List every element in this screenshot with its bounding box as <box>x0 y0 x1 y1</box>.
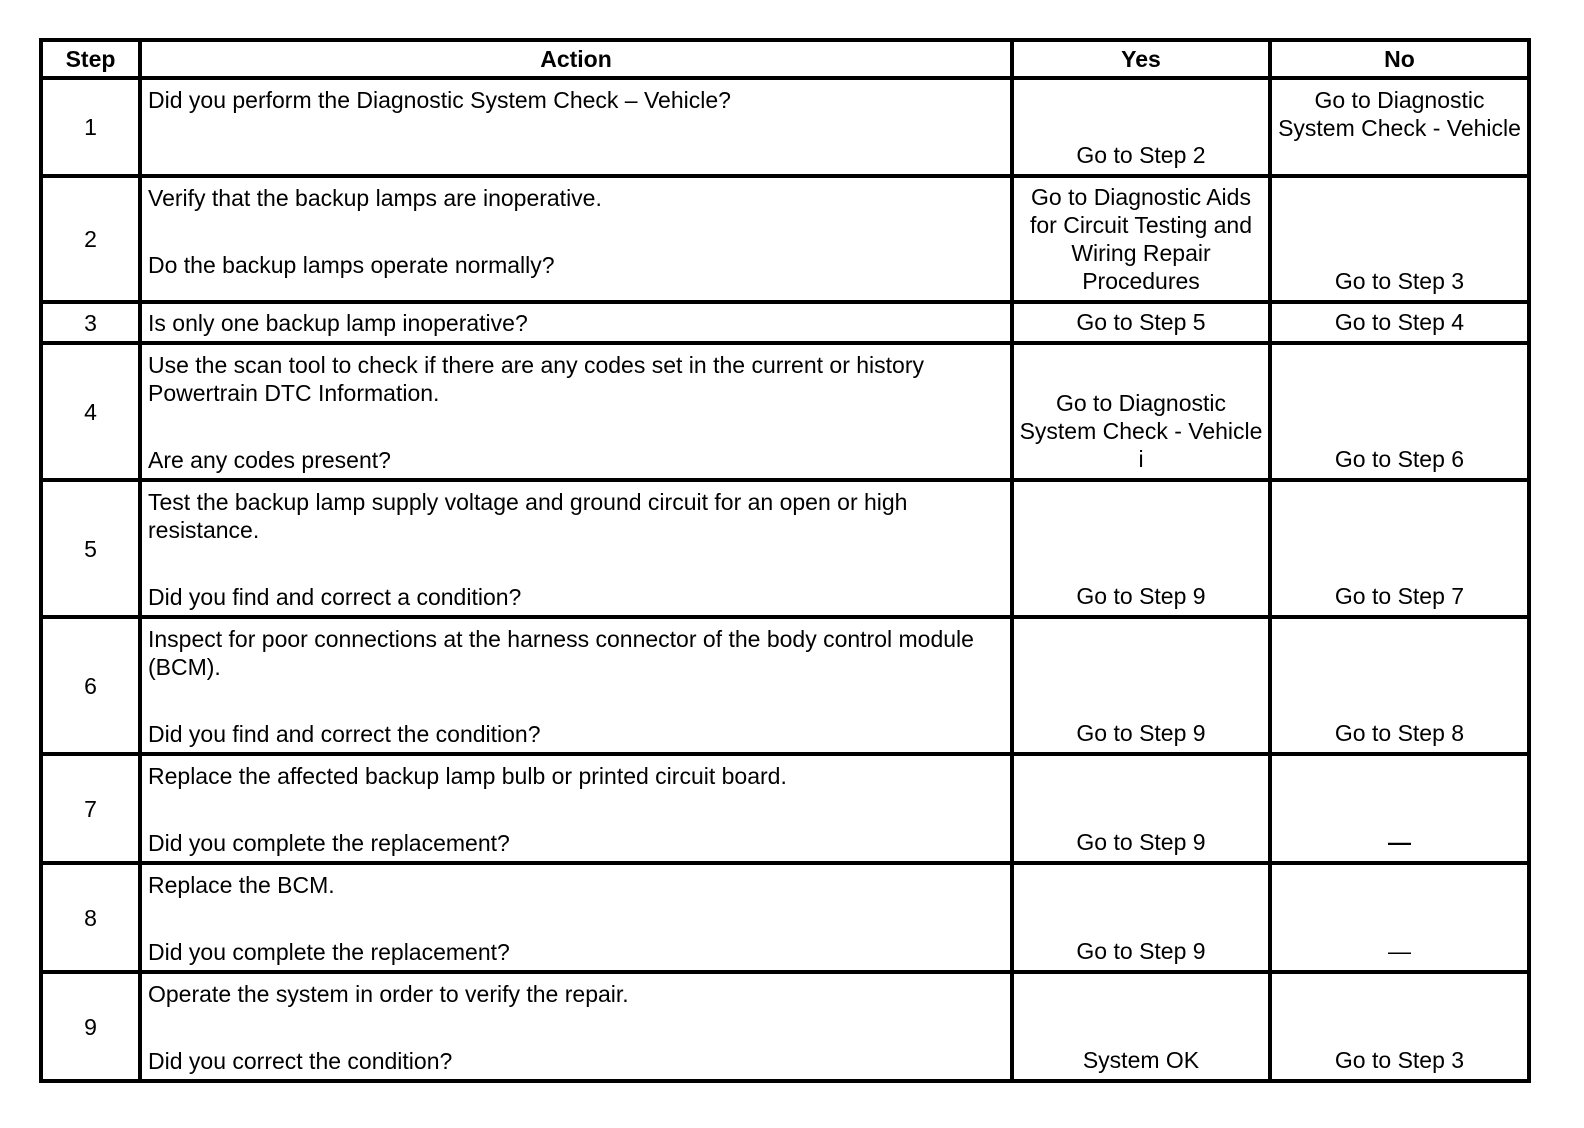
yes-cell: Go to Step 9 <box>1012 480 1270 617</box>
action-text: Inspect for poor connections at the harness connector of the body control module (BCM). <box>148 626 974 680</box>
table-row <box>41 972 1529 1081</box>
header-no: No <box>1270 40 1529 78</box>
action-text: Replace the affected backup lamp bulb or printed circuit board. <box>148 763 787 789</box>
action-cell <box>140 176 1012 302</box>
step-number: 7 <box>41 754 140 863</box>
action-question: Did you correct the condition? <box>148 1048 453 1074</box>
action-text: Verify that the backup lamps are inoperative. <box>148 185 602 211</box>
yes-cell: System OK <box>1012 972 1270 1081</box>
yes-cell: Go to Step 9 <box>1012 617 1270 754</box>
no-cell: Go to Step 3 <box>1270 176 1529 302</box>
diagnostic-table <box>39 38 1531 1083</box>
step-number: 6 <box>41 617 140 754</box>
step-number: 9 <box>41 972 140 1081</box>
action-cell <box>140 863 1012 972</box>
table-row <box>41 480 1529 617</box>
no-cell: Go to Diagnostic System Check - Vehicle <box>1270 78 1529 176</box>
action-cell <box>140 78 1012 176</box>
no-cell: Go to Step 8 <box>1270 617 1529 754</box>
yes-cell: Go to Diagnostic System Check - Vehicle i <box>1012 343 1270 480</box>
no-cell: Go to Step 3 <box>1270 972 1529 1081</box>
action-cell <box>140 972 1012 1081</box>
step-number: 5 <box>41 480 140 617</box>
table-row <box>41 617 1529 754</box>
step-number: 2 <box>41 176 140 302</box>
header-yes: Yes <box>1012 40 1270 78</box>
no-cell: Go to Step 7 <box>1270 480 1529 617</box>
table-row <box>41 863 1529 972</box>
action-question: Did you complete the replacement? <box>148 830 510 856</box>
action-text: Is only one backup lamp inoperative? <box>148 309 528 336</box>
action-cell <box>140 343 1012 480</box>
yes-cell: Go to Diagnostic Aids for Circuit Testing and Wiring Repair Procedures <box>1012 176 1270 302</box>
action-cell <box>140 754 1012 863</box>
action-question: Did you find and correct the condition? <box>148 721 541 747</box>
action-text: Replace the BCM. <box>148 872 335 898</box>
yes-cell: Go to Step 9 <box>1012 754 1270 863</box>
table-row <box>41 754 1529 863</box>
table-row <box>41 302 1529 343</box>
action-cell <box>140 480 1012 617</box>
header-step: Step <box>41 40 140 78</box>
action-question: Did you find and correct a condition? <box>148 584 522 610</box>
header-action: Action <box>140 40 1012 78</box>
table-row <box>41 176 1529 302</box>
yes-cell: Go to Step 9 <box>1012 863 1270 972</box>
action-text: Use the scan tool to check if there are any codes set in the current or history Powertrain DTC Information. <box>148 352 925 406</box>
action-question: Are any codes present? <box>148 447 391 473</box>
no-cell: Go to Step 4 <box>1270 302 1529 343</box>
no-cell: — <box>1270 863 1529 972</box>
header-row <box>41 40 1529 78</box>
no-cell: — <box>1270 754 1529 863</box>
action-question: Do the backup lamps operate normally? <box>148 252 555 278</box>
action-cell <box>140 617 1012 754</box>
table-row <box>41 343 1529 480</box>
yes-cell: Go to Step 2 <box>1012 78 1270 176</box>
action-cell <box>140 302 1012 343</box>
step-number: 1 <box>41 78 140 176</box>
action-text: Test the backup lamp supply voltage and ground circuit for an open or high resistance. <box>148 489 908 543</box>
step-number: 8 <box>41 863 140 972</box>
step-number: 4 <box>41 343 140 480</box>
table-row <box>41 78 1529 176</box>
action-question: Did you complete the replacement? <box>148 939 510 965</box>
action-text: Did you perform the Diagnostic System Check – Vehicle? <box>148 87 731 113</box>
yes-cell: Go to Step 5 <box>1012 302 1270 343</box>
step-number: 3 <box>41 302 140 343</box>
action-text: Operate the system in order to verify the repair. <box>148 981 629 1007</box>
no-cell: Go to Step 6 <box>1270 343 1529 480</box>
